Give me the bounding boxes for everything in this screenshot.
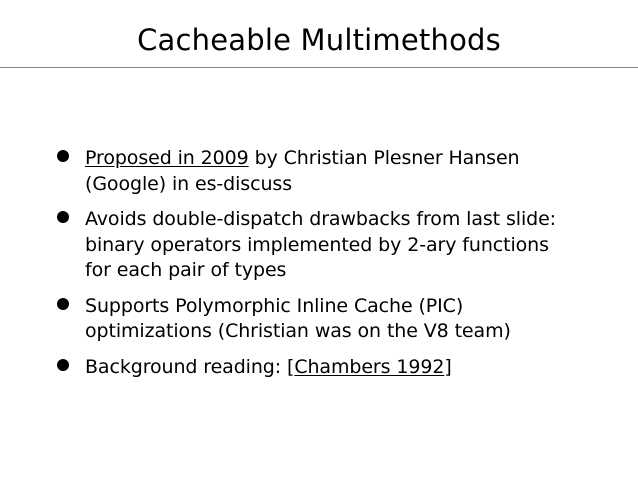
bullet-text	[85, 355, 605, 381]
title-divider	[0, 67, 638, 68]
bullet-dot-icon	[57, 298, 69, 310]
bullet-text-segment: Background reading: [	[85, 355, 295, 378]
bullet-line	[85, 146, 605, 172]
bullet-item-avoids	[0, 207, 638, 284]
bullet-line: Avoids double-dispatch drawbacks from last slide:	[85, 208, 556, 230]
bullet-text	[85, 294, 605, 345]
bullet-text	[85, 146, 605, 197]
bullet-dot-icon	[57, 211, 69, 223]
bullet-line: Supports Polymorphic Inline Cache (PIC)	[85, 294, 464, 317]
bullet-text	[85, 207, 605, 284]
bullet-item-supports	[0, 294, 638, 345]
bullet-line	[85, 355, 605, 381]
bullet-line: optimizations (Christian was on the V8 team)	[85, 320, 511, 342]
bullet-line: (Google) in es-discuss	[85, 172, 292, 195]
chambers-1992-link[interactable]: Chambers 1992	[294, 355, 445, 378]
bullet-list	[0, 146, 638, 390]
bullet-text-segment: ]	[444, 355, 452, 378]
proposed-2009-link[interactable]: Proposed in 2009	[85, 147, 249, 169]
bullet-item-proposed	[0, 146, 638, 197]
bullet-dot-icon	[57, 150, 69, 162]
bullet-dot-icon	[57, 359, 69, 371]
bullet-item-background	[0, 355, 638, 381]
bullet-line: binary operators implemented by 2-ary functions	[85, 233, 549, 256]
bullet-text-segment: by Christian Plesner Hansen	[248, 147, 520, 169]
slide-title: Cacheable Multimethods	[137, 23, 501, 57]
bullet-line: for each pair of types	[85, 259, 287, 281]
